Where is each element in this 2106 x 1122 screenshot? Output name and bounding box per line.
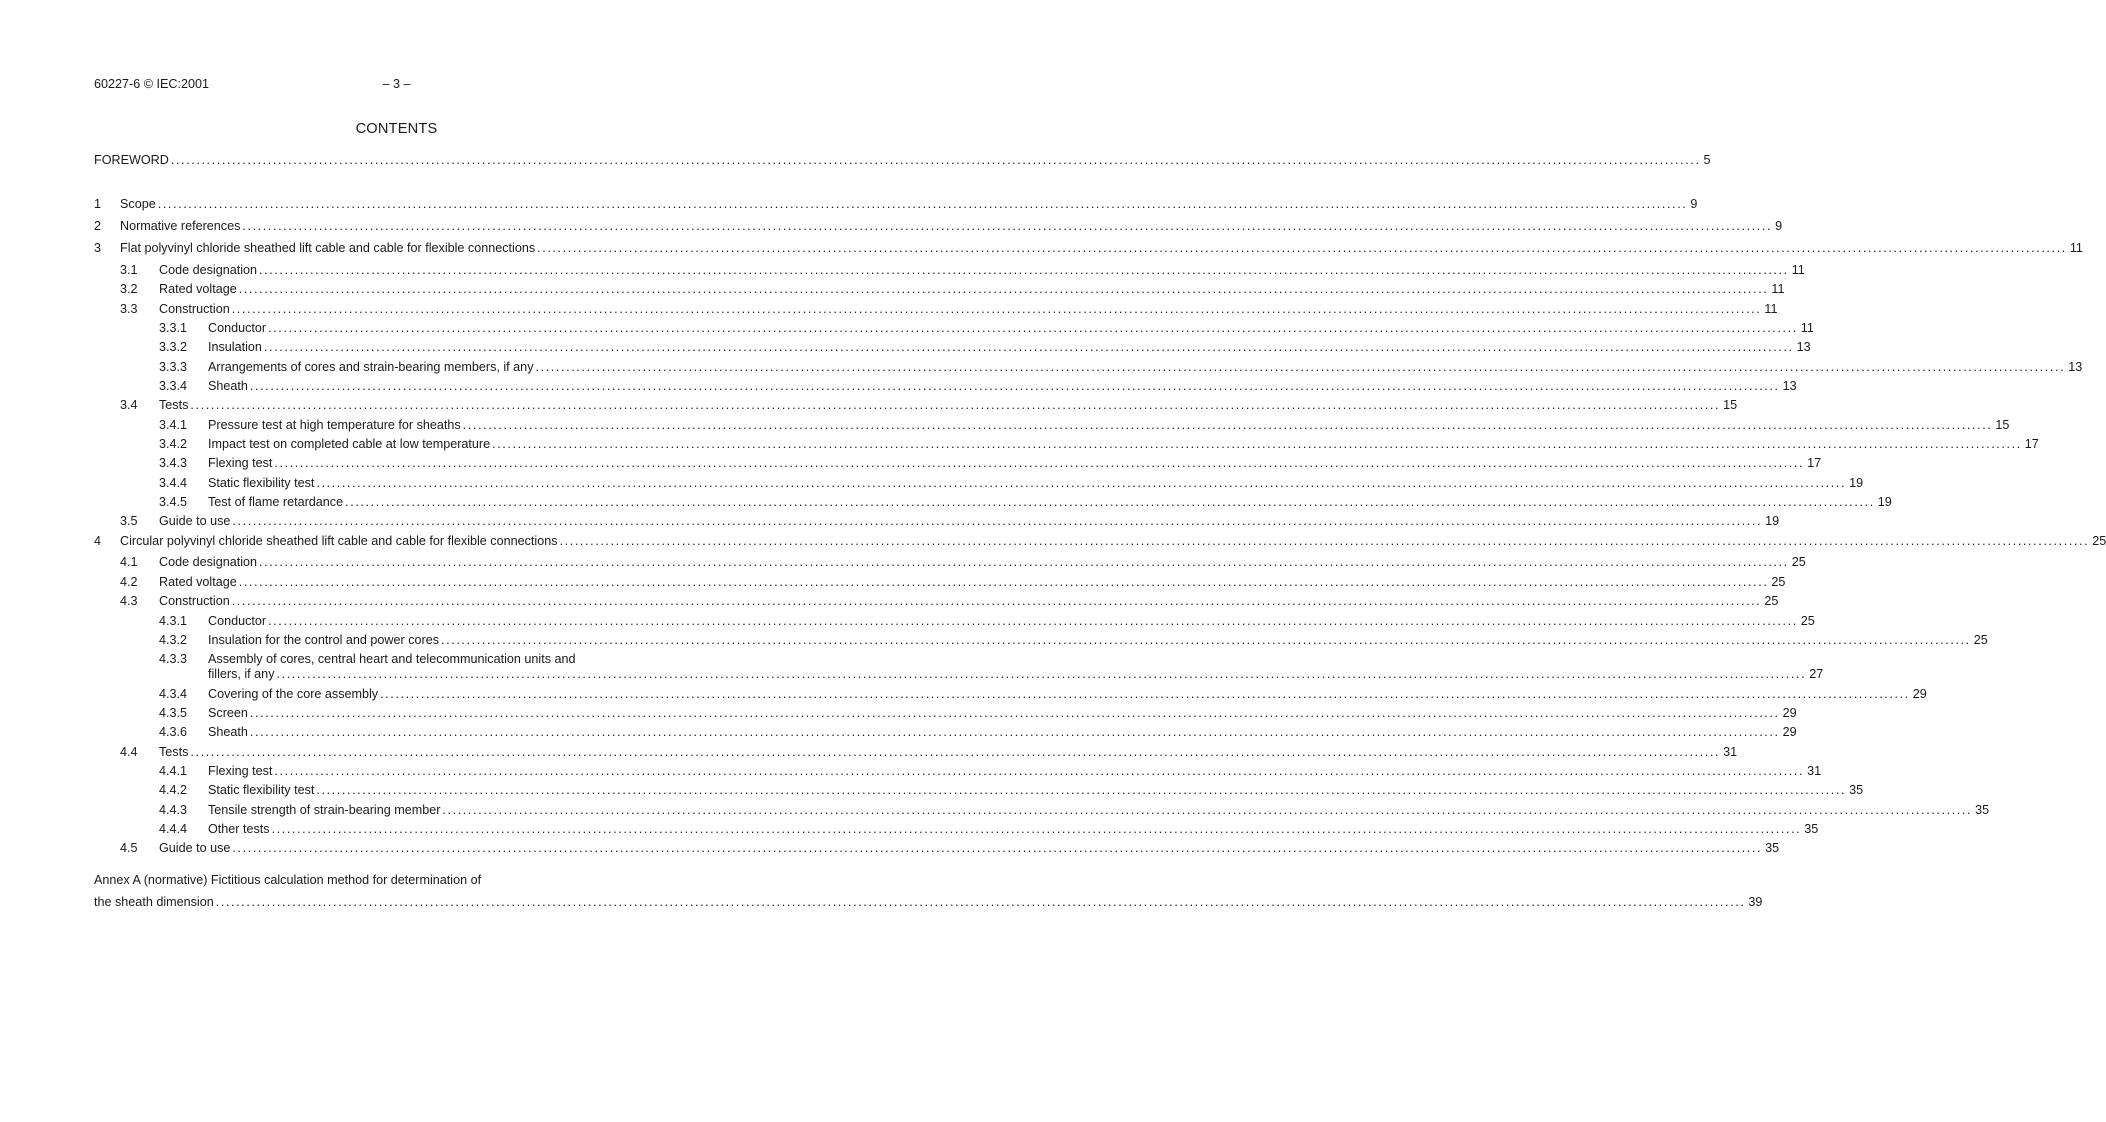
toc-entry — [0, 281, 1785, 298]
header-document-id: 60227-6 © IEC:2001 — [94, 77, 210, 91]
toc-entry-title[interactable]: Assembly of cores, central heart and telecommunication units and — [208, 652, 576, 666]
toc-entry-number: 4.4.4 — [159, 822, 188, 836]
toc-entry-page: 17 — [2024, 437, 2039, 451]
dot-leader: ............................................................................................................................................................................................................................................................................................................ — [170, 153, 1701, 167]
toc-entry-title[interactable]: Flexing test — [208, 764, 273, 778]
toc-entry-page: 25 — [1973, 633, 1988, 647]
toc-entry-title[interactable]: Static flexibility test — [208, 476, 315, 490]
toc-entry-number: 3.4.1 — [159, 418, 188, 432]
toc-entry — [0, 196, 1698, 213]
toc-entry-page: 35 — [1765, 841, 1780, 855]
toc-entry-page: 25 — [1764, 594, 1779, 608]
toc-entry-title[interactable]: the sheath dimension — [94, 895, 214, 909]
toc-entry-number: 3.3.2 — [159, 340, 188, 354]
toc-entry — [0, 339, 1811, 356]
dot-leader: ............................................................................................................................................................................................................................................................................................................ — [537, 241, 2067, 255]
toc-entry-number: 3.1 — [120, 263, 138, 277]
toc-entry-number: 4.4 — [120, 745, 138, 759]
toc-entry — [0, 533, 2106, 550]
toc-entry — [0, 513, 1780, 530]
toc-entry-page: 9 — [1775, 219, 1783, 233]
toc-entry — [0, 494, 1892, 511]
toc-entry — [0, 593, 1779, 610]
toc-entry — [0, 378, 1797, 395]
toc-entry-title[interactable]: Construction — [159, 594, 230, 608]
toc-entry-number: 3.2 — [120, 282, 138, 296]
toc-entry — [0, 320, 1814, 337]
toc-entry-title[interactable]: Test of flame retardance — [208, 495, 344, 509]
dot-leader: ............................................................................................................................................................................................................................................................................................................ — [259, 263, 1789, 277]
toc-entry — [0, 613, 1815, 630]
dot-leader: ............................................................................................................................................................................................................................................................................................................ — [238, 282, 1769, 296]
dot-leader: ............................................................................................................................................................................................................................................................................................................ — [259, 555, 1789, 569]
toc-entry-title[interactable]: Guide to use — [159, 514, 231, 528]
toc-entry-title[interactable]: Normative references — [120, 219, 241, 233]
toc-entry-number: 3.4.4 — [159, 476, 188, 490]
toc-entry-number: 3.4.3 — [159, 456, 188, 470]
dot-leader: ............................................................................................................................................................................................................................................................................................................ — [232, 514, 1763, 528]
toc-entry-title[interactable]: Sheath — [208, 379, 248, 393]
toc-entry-page: 15 — [1995, 418, 2010, 432]
toc-entry-number: 1 — [94, 197, 102, 211]
toc-entry-number: 4.3.2 — [159, 633, 188, 647]
toc-entry-title[interactable]: Rated voltage — [159, 282, 237, 296]
toc-entry — [0, 705, 1797, 722]
toc-entry-number: 4.3.4 — [159, 687, 188, 701]
toc-entry-page: 35 — [1849, 783, 1864, 797]
toc-entry-number: 3.3 — [120, 302, 138, 316]
dot-leader: ............................................................................................................................................................................................................................................................................................................ — [559, 534, 2090, 548]
toc-entry-page: 31 — [1723, 745, 1738, 759]
toc-entry-title[interactable]: Other tests — [208, 822, 270, 836]
dot-leader: ............................................................................................................................................................................................................................................................................................................ — [441, 633, 1971, 647]
toc-entry-number: 3 — [94, 241, 102, 255]
dot-leader: ............................................................................................................................................................................................................................................................................................................ — [232, 841, 1763, 855]
toc-entry-title[interactable]: Tests — [159, 398, 189, 412]
dot-leader: ............................................................................................................................................................................................................................................................................................................ — [231, 302, 1762, 316]
toc-entry-number: 3.3.3 — [159, 360, 188, 374]
dot-leader: ............................................................................................................................................................................................................................................................................................................ — [268, 614, 1798, 628]
toc-entry-number: 3.3.4 — [159, 379, 188, 393]
toc-entry — [0, 475, 1864, 492]
toc-entry-title[interactable]: Flat polyvinyl chloride sheathed lift cable and cable for flexible connections — [120, 241, 536, 255]
toc-entry-number: 4.4.1 — [159, 764, 188, 778]
toc-entry-page: 17 — [1807, 456, 1822, 470]
toc-entry-number: 3.5 — [120, 514, 138, 528]
toc-entry-number: 4.3.6 — [159, 725, 188, 739]
toc-entry-page: 25 — [1800, 614, 1815, 628]
toc-entry-title[interactable]: Annex A (normative) Fictitious calculation method for determination of — [94, 873, 482, 887]
toc-entry-number: 4.3.5 — [159, 706, 188, 720]
toc-entry-number: 3.3.1 — [159, 321, 188, 335]
toc-entry-page: 15 — [1723, 398, 1738, 412]
toc-entry-page: 39 — [1748, 895, 1763, 909]
toc-entry-title[interactable]: Arrangements of cores and strain-bearing members, if any — [208, 360, 534, 374]
dot-leader: ............................................................................................................................................................................................................................................................................................................ — [274, 456, 1805, 470]
toc-entry — [0, 262, 1805, 279]
toc-entry-number: 4.4.3 — [159, 803, 188, 817]
toc-entry-number: 4.2 — [120, 575, 138, 589]
toc-entry — [0, 455, 1822, 472]
dot-leader: ............................................................................................................................................................................................................................................................................................................ — [276, 667, 1807, 681]
toc-entry — [0, 632, 1988, 649]
toc-entry-page: 35 — [1975, 803, 1990, 817]
toc-entry — [0, 686, 1927, 703]
toc-entry-title[interactable]: FOREWORD — [94, 153, 169, 167]
toc-entry-title[interactable]: Insulation for the control and power cores — [208, 633, 440, 647]
toc-entry-title[interactable]: Screen — [208, 706, 248, 720]
toc-entry-number: 3.4.2 — [159, 437, 188, 451]
toc-entry-title[interactable]: Impact test on completed cable at low temperature — [208, 437, 491, 451]
toc-entry — [0, 744, 1738, 761]
toc-entry-title[interactable]: Pressure test at high temperature for sheaths — [208, 418, 461, 432]
toc-entry — [0, 554, 1806, 571]
toc-entry-page: 25 — [2092, 534, 2106, 548]
toc-entry — [0, 872, 793, 889]
toc-entry-page: 31 — [1807, 764, 1822, 778]
dot-leader: ............................................................................................................................................................................................................................................................................................................ — [316, 783, 1847, 797]
dot-leader: ............................................................................................................................................................................................................................................................................................................ — [242, 219, 1773, 233]
toc-entry-page: 35 — [1804, 822, 1819, 836]
toc-entry — [0, 782, 1864, 799]
dot-leader: ............................................................................................................................................................................................................................................................................................................ — [316, 476, 1847, 490]
toc-entry-number: 4.4.2 — [159, 783, 188, 797]
toc-entry-page: 25 — [1791, 555, 1806, 569]
dot-leader: ............................................................................................................................................................................................................................................................................................................ — [271, 822, 1802, 836]
dot-leader: ............................................................................................................................................................................................................................................................................................................ — [190, 745, 1721, 759]
toc-entry — [0, 666, 1824, 683]
dot-leader: ............................................................................................................................................................................................................................................................................................................ — [535, 360, 2066, 374]
dot-leader: ............................................................................................................................................................................................................................................................................................................ — [157, 197, 1688, 211]
toc-entry — [0, 840, 1780, 857]
toc-entry-title[interactable]: Guide to use — [159, 841, 231, 855]
toc-entry-page: 25 — [1771, 575, 1786, 589]
toc-entry — [0, 436, 2039, 453]
header-page-number: – 3 – — [382, 77, 411, 91]
toc-entry-title[interactable]: Flexing test — [208, 456, 273, 470]
toc-entry — [0, 417, 2010, 434]
toc-entry-title[interactable]: Construction — [159, 302, 230, 316]
toc-entry — [0, 218, 1783, 235]
toc-entry-page: 13 — [2068, 360, 2083, 374]
toc-entry-title[interactable]: Code designation — [159, 263, 258, 277]
toc-entry — [0, 724, 1797, 741]
toc-entry-number: 4.3.3 — [159, 652, 188, 666]
dot-leader: ............................................................................................................................................................................................................................................................................................................ — [249, 706, 1780, 720]
toc-entry-number: 4 — [94, 534, 102, 548]
toc-entry-page: 11 — [1800, 321, 1814, 335]
toc-entry-title[interactable]: Insulation — [208, 340, 262, 354]
dot-leader: ............................................................................................................................................................................................................................................................................................................ — [215, 895, 1746, 909]
toc-entry-number: 3.4 — [120, 398, 138, 412]
dot-leader: ............................................................................................................................................................................................................................................................................................................ — [231, 594, 1762, 608]
toc-entry-title[interactable]: Static flexibility test — [208, 783, 315, 797]
dot-leader: ............................................................................................................................................................................................................................................................................................................ — [249, 725, 1780, 739]
toc-entry — [0, 763, 1822, 780]
toc-entry-title[interactable]: Scope — [120, 197, 156, 211]
toc-entry-title[interactable]: Covering of the core assembly — [208, 687, 379, 701]
toc-entry-title[interactable]: Code designation — [159, 555, 258, 569]
toc-entry-title[interactable]: Circular polyvinyl chloride sheathed lift cable and cable for flexible connections — [120, 534, 558, 548]
toc-entry-title[interactable]: Conductor — [208, 321, 267, 335]
toc-entry-title[interactable]: fillers, if any — [208, 667, 275, 681]
dot-leader: ............................................................................................................................................................................................................................................................................................................ — [249, 379, 1780, 393]
toc-entry-title[interactable]: Tensile strength of strain-bearing member — [208, 803, 441, 817]
toc-entry — [0, 359, 2083, 376]
toc-entry-page: 13 — [1782, 379, 1797, 393]
toc-entry-number: 4.1 — [120, 555, 138, 569]
toc-entry-title[interactable]: Conductor — [208, 614, 267, 628]
toc-entry-page: 19 — [1765, 514, 1780, 528]
toc-entry-page: 11 — [2069, 241, 2083, 255]
dot-leader: ............................................................................................................................................................................................................................................................................................................ — [380, 687, 1910, 701]
toc-entry-title[interactable]: Sheath — [208, 725, 248, 739]
toc-entry — [0, 894, 1763, 911]
toc-entry — [0, 821, 1819, 838]
toc-entry — [0, 301, 1778, 318]
toc-entry-page: 19 — [1849, 476, 1864, 490]
dot-leader: ............................................................................................................................................................................................................................................................................................................ — [263, 340, 1794, 354]
dot-leader: ............................................................................................................................................................................................................................................................................................................ — [268, 321, 1798, 335]
toc-entry-title[interactable]: Rated voltage — [159, 575, 237, 589]
dot-leader: ............................................................................................................................................................................................................................................................................................................ — [345, 495, 1875, 509]
toc-entry — [0, 802, 1990, 819]
toc-entry-number: 4.3.1 — [159, 614, 188, 628]
toc-entry-number: 2 — [94, 219, 102, 233]
toc-entry-page: 11 — [1771, 282, 1785, 296]
toc-entry-page: 11 — [1791, 263, 1805, 277]
toc-entry-page: 11 — [1764, 302, 1778, 316]
dot-leader: ............................................................................................................................................................................................................................................................................................................ — [442, 803, 1973, 817]
dot-leader: ............................................................................................................................................................................................................................................................................................................ — [462, 418, 1993, 432]
toc-entry-page: 19 — [1877, 495, 1892, 509]
toc-entry-number: 4.5 — [120, 841, 138, 855]
dot-leader: ............................................................................................................................................................................................................................................................................................................ — [190, 398, 1721, 412]
dot-leader: ............................................................................................................................................................................................................................................................................................................ — [492, 437, 2022, 451]
dot-leader: ............................................................................................................................................................................................................................................................................................................ — [238, 575, 1769, 589]
dot-leader: ............................................................................................................................................................................................................................................................................................................ — [274, 764, 1805, 778]
toc-entry-page: 29 — [1782, 706, 1797, 720]
toc-entry — [0, 152, 1711, 169]
toc-entry-page: 13 — [1796, 340, 1811, 354]
toc-entry — [0, 574, 1786, 591]
toc-entry-title[interactable]: Tests — [159, 745, 189, 759]
toc-entry-page: 29 — [1912, 687, 1927, 701]
toc-entry-page: 29 — [1782, 725, 1797, 739]
toc-entry — [0, 240, 2083, 257]
toc-entry-number: 4.3 — [120, 594, 138, 608]
toc-entry — [0, 397, 1738, 414]
page-title: CONTENTS — [355, 121, 438, 137]
toc-entry-page: 5 — [1703, 153, 1711, 167]
toc-entry-page: 9 — [1690, 197, 1698, 211]
toc-entry-page: 27 — [1809, 667, 1824, 681]
toc-entry-number: 3.4.5 — [159, 495, 188, 509]
